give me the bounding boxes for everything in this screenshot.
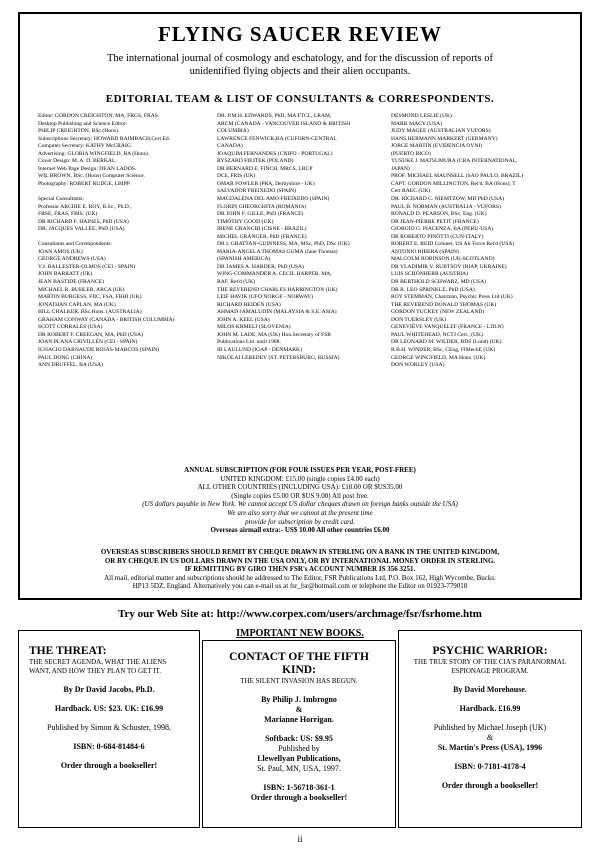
book-author: By David Morehouse. xyxy=(453,685,527,694)
roster-line: LEIF HAVIK (UFO NORGE - NORWAY) xyxy=(217,294,313,301)
book-price: Hardback. US: $23. UK: £16.99 xyxy=(54,704,164,713)
roster-line: WING-COMMANDER A. CECIL HARPER, MA, xyxy=(217,271,332,278)
roster-line: SCOTT CORRALES (USA) xyxy=(38,324,103,331)
roster-line: PROF. MICHAEL MAUNSELL (SAO PAULO, BRAZIL) xyxy=(391,173,524,180)
roster-line: LAWRENCE FENWICK,BA (CUFORN-CENTRAL xyxy=(217,135,337,142)
overseas-line-3: IF REMITTING BY GIRO THEN FSR's ACCOUNT NUMBER IS 356 3251. xyxy=(184,565,416,574)
book-author-1: By Philip J. Imbrogno xyxy=(261,695,337,704)
overseas-line-1: OVERSEAS SUBSCRIBERS SHOULD REMIT BY CHEQUE DRAWN IN STERLING ON A BANK IN THE UNITED KINGDOM, xyxy=(100,548,500,556)
roster-line: (SPANISH AMERICA) xyxy=(217,256,271,263)
roster-line: DR. P.M.H. EDWARDS, PhD, MA FTCL, LRAM, xyxy=(217,113,332,119)
roster-line: DR ROBERT F. CREEGAN, MA, PhD (USA) xyxy=(38,331,143,338)
book-box-contact-fifth-kind xyxy=(202,640,396,828)
book-title: THE THREAT: xyxy=(29,645,107,657)
roster-line: BILL CHALKER, BSc.Hons. (AUSTRALIA) xyxy=(38,309,142,316)
roster-line: GEORGE WINGFIELD, MA Hons. (UK) xyxy=(391,354,486,361)
roster-line: R.B.H. WINDER, BSc, CEng, FIMechE (UK) xyxy=(391,346,496,353)
roster-line: Cert RAEC (UK) xyxy=(391,188,431,195)
roster-line: MARK MACY (USA) xyxy=(391,120,443,127)
roster-line: TIMOTHY GOOD (UK) xyxy=(217,218,274,225)
roster-line: CANADA) xyxy=(217,143,243,150)
roster-line: DR JAMES A. HARDER, PhD (USA) xyxy=(217,263,304,270)
roster-line: Special Consultants: xyxy=(38,196,84,203)
roster-line: GEORGE ANDREWS (USA) xyxy=(38,256,106,263)
roster-line: CAPT. GORDON MILLINGTON, Ret'd, BA (Hons), T xyxy=(391,180,516,187)
editorial-column-1 xyxy=(38,113,218,370)
roster-line: (PUERTO RICO) xyxy=(391,150,431,157)
book-publisher-2: St. Martin's Press (USA), 1996 xyxy=(437,743,543,752)
book-tagline: THE SILENT INVASION HAS BEGUN. xyxy=(240,677,358,685)
journal-title: FLYING SAUCER REVIEW xyxy=(157,22,443,46)
roster-line: DCh, FRIS (UK) xyxy=(217,173,256,180)
roster-line: Consultants and Correspondents: xyxy=(38,241,112,248)
book-publisher-3: St. Paul, MN, USA, 1997. xyxy=(257,764,341,773)
roster-line: MICHEL GRANGER, PhD (FRANCE) xyxy=(217,233,307,240)
roster-line: ROY STEMMAN, Chairman, Psychic Press Ltd (UK) xyxy=(391,294,513,301)
roster-line: JOHN BARRATT (UK) xyxy=(38,271,93,278)
roster-line: DR LEONARD M. WILDER, BDS (Lond) (UK) xyxy=(391,339,502,346)
roster-line: MALCOLM ROBINSON (UK-SCOTLAND) xyxy=(391,256,495,263)
subscription-single: (Single copies £5.00 OR $US 9.00) All post free. xyxy=(231,491,369,500)
subscription-block xyxy=(40,466,560,535)
book-tagline: THE TRUE STORY OF THE CIA'S PARANORMAL ESPIONAGE PROGRAM. xyxy=(413,658,567,675)
roster-line: DON WORLEY (USA) xyxy=(391,362,445,369)
roster-line: AHMAD JAMALUDIN (MALAYSIA & S.E. ASIA) xyxy=(217,309,337,316)
roster-line: Advertising: GLORIA WINGFIELD, BA (Hons). xyxy=(38,150,150,157)
roster-line: ANTONIO RIBERA (SPAIN) xyxy=(391,248,459,255)
roster-line: FRSE, FRAS, FBIS. (UK) xyxy=(38,211,98,218)
roster-line: DON TUERSLEY (UK) xyxy=(391,316,447,323)
roster-line: DR JEAN-PIERRE PETIT (FRANCE) xyxy=(391,218,479,225)
subscription-heading: ANNUAL SUBSCRIPTION (FOR FOUR ISSUES PER YEAR, POST-FREE) xyxy=(184,466,416,474)
book-author-2: Marianne Horrigan. xyxy=(264,715,334,724)
roster-line: ROBERT E. REID Colonel, US Air Force Ret'd (USA) xyxy=(391,241,515,248)
roster-line: Desktop Publishing and Science Editor: xyxy=(38,120,128,127)
roster-line: Professor ARCHIE E. ROY, B.Sc., Ph.D., xyxy=(38,203,132,210)
roster-line: DESMOND LESLIE (UK) xyxy=(391,113,452,119)
roster-line: JUDY MAGEE (AUSTRALIAN VUFORS) xyxy=(391,128,491,135)
book-price: Softback: US: $9.95 xyxy=(265,734,333,743)
roster-line: PAUL B. NORMAN (AUSTRALIA - VUFORS) xyxy=(391,203,501,210)
roster-line: JOAN AMOS (UK) xyxy=(38,248,83,255)
roster-line: JONATHAN CAPLAN, MA (UK) xyxy=(38,301,116,308)
roster-line: DR VLADIMIR V. RUBTSOV (RIAP, UKRAINE) xyxy=(391,263,507,270)
book-author: By Dr David Jacobs, Ph.D. xyxy=(63,685,155,694)
roster-line: IGNACIO DARNAUDE ROJAS-MARCOS (SPAIN) xyxy=(38,346,160,353)
book-box-psychic-warrior xyxy=(398,630,582,828)
book-publisher-1: Published by Michael Joseph (UK) xyxy=(433,723,547,732)
subscription-note-2: We are also sorry that we cannot at the present time xyxy=(227,508,373,517)
book-publisher: Published by Simon & Schuster, 1998. xyxy=(47,723,171,732)
book-title: PSYCHIC WARRIOR: xyxy=(432,645,548,657)
roster-line: Computer Secretary: KATHY McCRAIG. xyxy=(38,143,133,150)
editorial-heading: EDITORIAL TEAM & LIST OF CONSULTANTS & CORRESPONDENTS. xyxy=(105,93,495,105)
roster-line: JORGE MARTIN (EVIDENCIA OVNI) xyxy=(391,143,483,150)
roster-line: V.J. BALLESTER-OLMOS (CEI - SPAIN) xyxy=(38,263,136,270)
roster-line: DR R. LEO SPRINKLE, PhD (USA) xyxy=(391,286,475,293)
roster-line: Photography: ROBERT RUDGE, LBIPP. xyxy=(38,180,131,187)
editorial-column-2 xyxy=(217,113,392,362)
roster-line: JEAN BASTIDE (FRANCE) xyxy=(38,279,104,286)
book-box-the-threat xyxy=(18,630,200,828)
overseas-line-4: All mail, editorial matter and subscriptions should be addressed to The Editor, FSR Publications Ltd, P.O. Box 162, High Wycombe, Bucks. xyxy=(104,573,496,582)
roster-line: Internet Web Page Design: DEAN LADDS. xyxy=(38,165,137,172)
book-order: Order through a bookseller! xyxy=(441,781,539,790)
roster-line: Subscriptions Secretary: HOWARD RAIMBACH,Cert.Ed. xyxy=(38,135,171,142)
book-isbn: ISBN: 0-684-81484-6 xyxy=(73,742,145,751)
important-books-heading: IMPORTANT NEW BOOKS. xyxy=(222,628,378,639)
roster-line: PHILIP CREIGHTON, BSc.(Hons). xyxy=(38,128,120,135)
roster-line: IRENE GRANCHI (CISNE - BRAZIL) xyxy=(217,226,307,233)
roster-line: Editor: GORDON CREIGHTON, MA, FRGS, FRAS. xyxy=(38,113,160,119)
roster-line: PAUL DONG (CHINA) xyxy=(38,354,93,361)
roster-line: RICHARD HEIDEN (USA) xyxy=(217,301,281,308)
roster-line: DR ROBERTO PINOTTI (CUN-ITALY) xyxy=(391,233,484,240)
subscription-note-1: (US dollars payable in New York. We cannot accept US dollar cheques drawn on foreign banks outside the USA) xyxy=(142,500,458,509)
roster-line: JOHN A. KEEL (USA) xyxy=(217,316,270,323)
subscription-uk: UNITED KINGDOM: £15.00 (single copies £4.00 each) xyxy=(220,474,380,483)
roster-line: GRAHAM CONWAY (CANADA - BRITISH COLUMBIA) xyxy=(38,316,175,323)
roster-line: RYSZARD FIEJTEK (POLAND) xyxy=(217,158,294,165)
subscription-airmail: Overseas airmail extra:- US$ 10.00 All other countries £6.00 xyxy=(210,526,390,535)
roster-line: HANS HERMANN MARKERT (GERMANY) xyxy=(391,135,498,142)
roster-line: RAF, Ret'd (UK) xyxy=(217,279,256,286)
website-link[interactable]: Try our Web Site at: http://www.corpex.com/users/archmage/fsr/fsrhome.htm xyxy=(118,608,482,620)
roster-line: MILOS KRMELJ (SLOVENIA) xyxy=(217,324,291,331)
book-order: Order through a bookseller! xyxy=(60,761,158,770)
roster-line: YUSUKE J. MATSUMURA (CBA INTERNATIONAL, xyxy=(391,158,518,165)
roster-line: ARCM (CANADA - VANCOUVER ISLAND & BRITISH xyxy=(217,120,351,127)
roster-line: THE REVEREND CHARLES HARRINGTON (UK) xyxy=(217,286,338,293)
roster-line: MAGDALENA DEL AMO-FREIXEDO (SPAIN) xyxy=(217,196,330,203)
roster-line: ANN DRUFFEL, BA (USA) xyxy=(38,362,103,369)
book-price: Hardback. £16.99 xyxy=(459,704,521,713)
book-tagline: THE SECRET AGENDA, WHAT THE ALIENS WANT, AND HOW THEY PLAN TO GET IT. xyxy=(29,658,167,675)
roster-line: IB LAULUND (IGAP - DENMARK) xyxy=(217,346,302,353)
book-publisher-amp: & xyxy=(486,733,494,742)
editorial-column-3 xyxy=(391,113,571,370)
roster-line: RONALD D. PEARSON, BSc, Eng. (UK) xyxy=(391,211,487,218)
book-author-amp: & xyxy=(295,705,303,714)
roster-line: LUIS SCHÖNHERR (AUSTRIA) xyxy=(391,271,469,278)
book-publisher-2: Llewellyan Publications, xyxy=(257,754,341,763)
roster-line: MARTIN BURGESS, FIIC, FSA, FBHI (UK) xyxy=(38,294,142,301)
roster-line: DR BERNARD E. FINCH, MRCS, LRCP xyxy=(217,165,313,172)
roster-line: COLUMBIA) xyxy=(217,128,249,135)
roster-line: JAPAN) xyxy=(391,165,410,172)
roster-line: FLORIN GHEORGHITA (ROMANIA) xyxy=(217,203,307,210)
subscription-note-3: provide for subscription by credit card. xyxy=(245,517,355,526)
overseas-line-2: OR BY CHEQUE IN US DOLLARS DRAWN IN THE USA ONLY, OR BY INTERNATIONAL MONEY ORDER IN STERLING. xyxy=(104,556,496,565)
book-publisher-1: Published by xyxy=(278,744,320,753)
book-order: Order through a bookseller! xyxy=(250,793,348,802)
roster-line xyxy=(38,188,218,196)
roster-line: THE REVEREND DONALD THOMAS (UK) xyxy=(391,301,497,308)
roster-line: WIL BROWN, BSc. (Hons) Computer Science. xyxy=(38,173,145,180)
roster-line: GORDON TUCKEY (NEW ZEALAND) xyxy=(391,309,485,316)
roster-line: MICHAEL R. BUHLER, ARCA (UK) xyxy=(38,286,125,293)
subscription-other: ALL OTHER COUNTRIES (INCLUDING USA): £18.00 OR $US35.00 xyxy=(197,483,403,492)
overseas-line-5: HP13 5DZ, England. Alternatively you can e-mail us at fsr_fsr@hotmail.com or telephone the Editor on 01923-779018 xyxy=(132,582,468,591)
roster-line: GIORGIO G. PIACENZA, BA (PERU-USA) xyxy=(391,226,494,233)
roster-line: SALVADOR FREIXEDO (SPAIN) xyxy=(217,188,297,195)
roster-line: Cover Design: M. A. D. BERKAL. xyxy=(38,158,117,165)
roster-line xyxy=(38,234,218,242)
journal-subtitle: The international journal of cosmology and eschatology, and for the discussion of reports of unidentified flying objects and their alien occupants. xyxy=(107,53,493,77)
book-isbn: ISBN: 0-7181-4178-4 xyxy=(454,762,526,771)
roster-line: DR. RICHARD C. NIEMTZOW, MD PhD (USA) xyxy=(391,196,505,203)
overseas-block xyxy=(40,548,560,591)
book-title: CONTACT OF THE FIFTH KIND: xyxy=(229,651,369,676)
roster-line: DR. JACQUES VALLÉE, PhD (USA) xyxy=(38,226,125,233)
roster-line: OMAR FOWLER (PRA, Derbyshire - UK) xyxy=(217,180,315,187)
roster-line: DR BERTHOLD SCHWARZ, MD (USA) xyxy=(391,279,486,286)
roster-line: JOAN PLANA CRIVILLÉN (CEI - SPAIN) xyxy=(38,339,138,346)
book-isbn: ISBN: 1-56718-361-1 xyxy=(263,783,335,792)
roster-line: JOHN M. LADE, MA (UK) Hon.Secretary of FSR xyxy=(217,331,332,338)
page-number: ii xyxy=(297,834,303,844)
roster-line: MARIA-ANGELA THOMAS GUMA (Jane Thomas) xyxy=(217,248,338,255)
roster-line: GENEVIÈVE VANQUELEF (FRANCE - LDLN) xyxy=(391,324,504,331)
roster-line: Publications Ltd. until 1988. xyxy=(217,339,281,346)
roster-line: DR RICHARD F. HAINES, PhD (USA) xyxy=(38,218,129,225)
roster-line: PAUL WHITEHEAD, NCTJ Cert., (UK) xyxy=(391,331,483,338)
roster-line: NIKOLAI LEBEDEV (ST. PETERSBURG, RUSSIA) xyxy=(217,354,340,361)
roster-line: DR JOHN F. GILLE, PhD (FRANCE) xyxy=(217,211,304,218)
roster-line: DR I. GRATTAN-GUINNESS, MA, MSc, PhD, DSc (UK) xyxy=(217,241,350,248)
roster-line: JOAQUIM FERNANDES (CNIFO - PORTUGAL) xyxy=(217,150,333,157)
